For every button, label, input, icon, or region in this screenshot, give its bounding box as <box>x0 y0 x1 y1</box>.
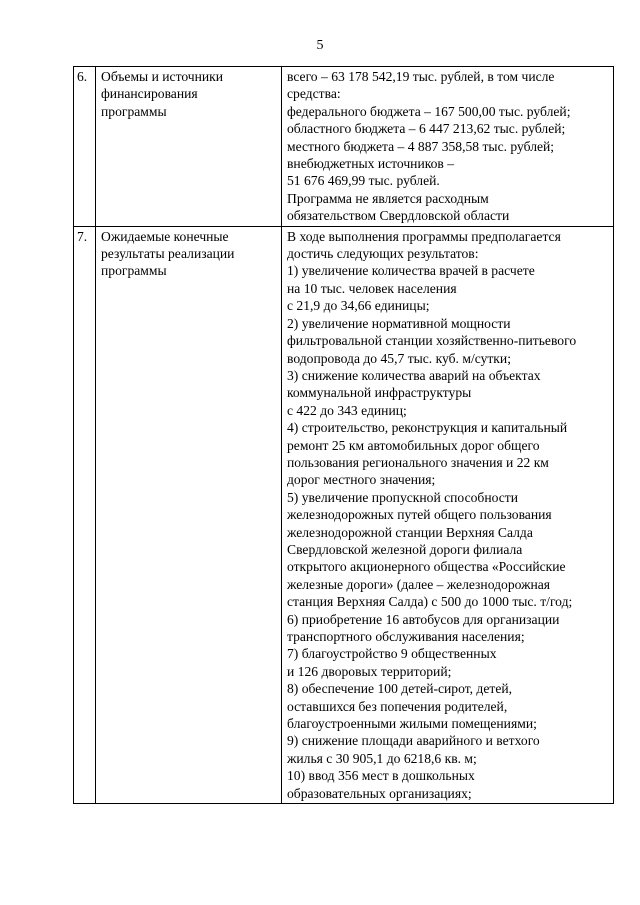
row-value-line: с 21,9 до 34,66 единицы; <box>287 298 430 314</box>
row-value-line: железнодорожной станции Верхняя Салда <box>287 524 533 540</box>
row-number: 7. <box>77 228 88 244</box>
row-name-line: Объемы и источники <box>101 69 224 84</box>
row-value-line: внебюджетных источников – <box>287 156 455 172</box>
row-value-line: железные дороги» (далее – железнодорожная <box>287 576 551 592</box>
row-value-line: с 422 до 343 единиц; <box>287 402 407 418</box>
row-value-line: жилья с 30 905,1 до 6218,6 кв. м; <box>287 750 477 766</box>
row-value-line: 10) ввод 356 мест в дошкольных <box>287 768 475 784</box>
row-value-line: водопровода до 45,7 тыс. куб. м/сутки; <box>287 350 511 366</box>
row-value-line: 9) снижение площади аварийного и ветхого <box>287 733 540 749</box>
row-value-line: областного бюджета – 6 447 213,62 тыс. рублей; <box>287 121 566 137</box>
row-value-line: 7) благоустройство 9 общественных <box>287 646 497 662</box>
row-name-line: результаты реализации <box>101 246 235 262</box>
row-number-cell <box>74 67 96 227</box>
table-row <box>74 226 614 803</box>
row-number-cell <box>74 226 96 803</box>
row-value-line: 2) увеличение нормативной мощности <box>287 315 511 331</box>
row-value-line: всего – 63 178 542,19 тыс. рублей, в том числе <box>287 69 555 84</box>
row-value-line: станция Верхняя Салда) с 500 до 1000 тыс. т/год; <box>287 594 573 610</box>
row-value-line: железнодорожных путей общего пользования <box>287 507 552 523</box>
row-value-line: 5) увеличение пропускной способности <box>287 489 518 505</box>
row-name-line: Ожидаемые конечные <box>101 228 229 244</box>
row-name-line: программы <box>101 103 167 119</box>
row-name-line: финансирования <box>101 86 198 102</box>
row-value-line: благоустроенными жилыми помещениями; <box>287 716 537 732</box>
row-value-line: Свердловской железной дороги филиала <box>287 541 523 557</box>
row-value-line: оставшихся без попечения родителей, <box>287 698 508 714</box>
row-value-line: федерального бюджета – 167 500,00 тыс. рублей; <box>287 103 571 119</box>
row-value-line: 4) строительство, реконструкция и капитальный <box>287 420 568 436</box>
row-value-line: транспортного обслуживания населения; <box>287 629 525 644</box>
row-name-line: программы <box>101 263 167 279</box>
row-name-cell <box>96 226 282 803</box>
row-value-line: 51 676 469,99 тыс. рублей. <box>287 173 440 189</box>
program-passport-table <box>73 66 614 804</box>
row-value-line: Программа не является расходным <box>287 190 489 206</box>
row-value-line: дорог местного значения; <box>287 472 436 488</box>
row-value-line: и 126 дворовых территорий; <box>287 663 452 679</box>
row-value-line: местного бюджета – 4 887 358,58 тыс. рублей; <box>287 138 555 154</box>
row-value-line: 3) снижение количества аварий на объектах <box>287 367 541 383</box>
row-value-line: 1) увеличение количества врачей в расчете <box>287 263 535 279</box>
row-value-cell <box>282 226 614 803</box>
row-value-line: фильтровальной станции хозяйственно-питьевого <box>287 333 577 349</box>
row-name-cell <box>96 67 282 227</box>
row-value-line: В ходе выполнения программы предполагается <box>287 228 561 244</box>
row-value-line: 6) приобретение 16 автобусов для организации <box>287 611 560 627</box>
row-value-line: ремонт 25 км автомобильных дорог общего <box>287 437 540 453</box>
row-value-cell <box>282 67 614 227</box>
row-value-line: достичь следующих результатов: <box>287 246 479 262</box>
row-value-line: на 10 тыс. человек населения <box>287 280 457 296</box>
table-row <box>74 67 614 227</box>
row-value-line: средства: <box>287 86 341 102</box>
row-value-line: открытого акционерного общества «Российские <box>287 559 566 575</box>
row-value-line: 8) обеспечение 100 детей-сирот, детей, <box>287 681 513 697</box>
row-value-line: коммунальной инфраструктуры <box>287 385 472 401</box>
row-value-line: пользования регионального значения и 22 км <box>287 454 549 470</box>
row-value-line: образовательных организациях; <box>287 785 472 801</box>
row-number: 6. <box>77 69 88 84</box>
page-number: 5 <box>316 38 324 53</box>
row-value-line: обязательством Свердловской области <box>287 208 510 224</box>
